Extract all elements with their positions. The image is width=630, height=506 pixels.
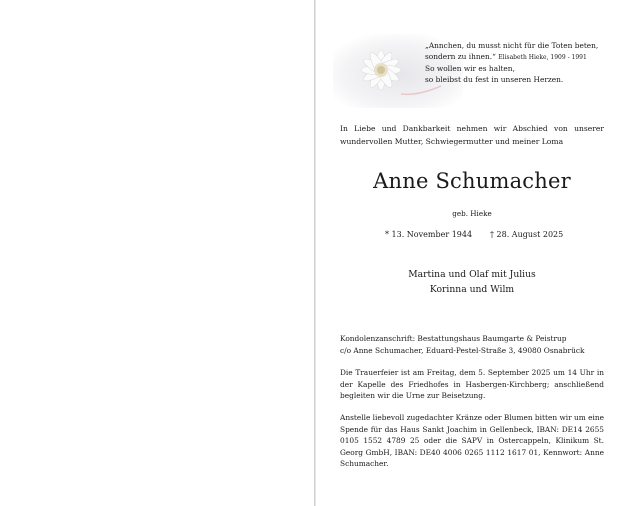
condolence-address bbox=[340, 333, 604, 356]
quote-line-4: so bleibst du fest in unseren Herzen. bbox=[425, 75, 564, 84]
born-name: geb. Hieke bbox=[452, 209, 492, 218]
quote-author: Elisabeth Hieke, 1909 - 1991 bbox=[498, 54, 587, 61]
condolence-line-1: Kondolenzanschrift: Bestattungshaus Baumgarte & Peistrup bbox=[340, 334, 567, 343]
mourners-line-2: Korinna und Wilm bbox=[429, 283, 515, 295]
quote-line-3: So wollen wir es halten, bbox=[425, 64, 515, 73]
ceremony-text: Die Trauerfeier ist am Freitag, dem 5. September 2025 um 14 Uhr in der Kapelle des Friedhofes in Hasbergen-Kirchberg; anschließend begleiten wir die Urne zur Beisetzung. bbox=[340, 368, 604, 400]
quote-line-2: sondern zu ihnen.“ bbox=[425, 52, 496, 61]
intro-text: In Liebe und Dankbarkeit nehmen wir Abschied von unserer wundervollen Mutter, Schwiegermutter und meiner Loma bbox=[340, 124, 604, 146]
quote-line-1: „Annchen, du musst nicht für die Toten beten, bbox=[425, 41, 599, 50]
condolence-line-2: c/o Anne Schumacher, Eduard-Pestel-Straße 3, 49080 Osnabrück bbox=[340, 345, 585, 355]
memorial-quote bbox=[425, 40, 615, 85]
donation-text: Anstelle liebevoll zugedachter Kränze oder Blumen bitten wir um eine Spende für das Haus Sankt Joachim in Gellenbeck, IBAN: DE14 2655 0105 1552 4789 25 oder die SAPV in Ostercappeln, Klinikum St. Georg GmbH, IBAN: DE40 4006 0265 1112 1617 01, Kennwort: Anne Schumacher. bbox=[340, 413, 605, 468]
death-date: † 28. August 2025 bbox=[490, 230, 564, 239]
deceased-name: Anne Schumacher bbox=[373, 169, 571, 193]
birth-date: * 13. November 1944 bbox=[385, 230, 473, 239]
mourners-line-1: Martina und Olaf mit Julius bbox=[408, 269, 536, 280]
mourners bbox=[340, 268, 604, 297]
